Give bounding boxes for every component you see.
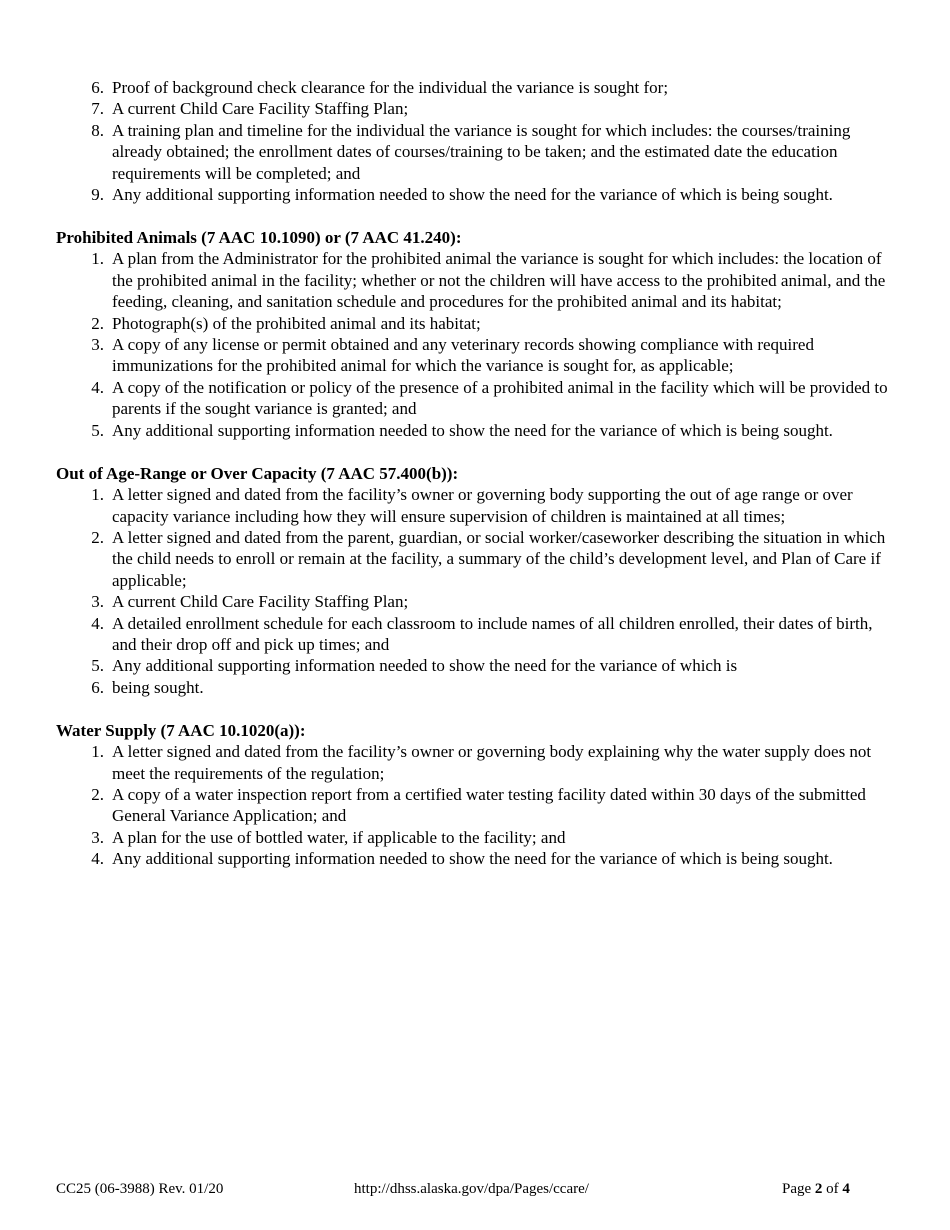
list-item-number: 1. — [91, 485, 104, 505]
list-item-number: 4. — [91, 613, 104, 633]
prohibited-animals-heading: Prohibited Animals (7 AAC 10.1090) or (7 AAC 41.240): — [56, 228, 462, 248]
list-item-number: 3. — [91, 592, 104, 612]
list-item-text: A copy of the notification or policy of the presence of a prohibited animal in the facility which will be provided to parents if the sought variance is granted; and — [112, 377, 888, 419]
list-item — [56, 377, 898, 420]
footer-url: http://dhss.alaska.gov/dpa/Pages/ccare/ — [354, 1181, 589, 1197]
list-item-text: Any additional supporting information needed to show the need for the variance of which is being sought. — [112, 849, 833, 869]
list-item-text: A plan from the Administrator for the prohibited animal the variance is sought for which includes: the location of the prohibited animal in the facility; whether or not the children will have access to the prohibited animal, and the feeding, cleaning, and sanitation schedule and procedures for the prohibited animal and its habitat; — [112, 249, 886, 312]
list-item-number: 3. — [91, 827, 104, 847]
list-item-text: A letter signed and dated from the facility’s owner or governing body supporting the out of age range or over capacity variance including how they will ensure supervision of children is maintained at all times; — [112, 485, 853, 526]
list-item — [56, 120, 898, 184]
list-item-text: A detailed enrollment schedule for each classroom to include names of all children enrolled, their dates of birth, and their drop off and pick up times; and — [112, 613, 873, 654]
list-item — [56, 591, 898, 612]
list-item-text: A current Child Care Facility Staffing Plan; — [112, 592, 409, 612]
age-range-heading: Out of Age-Range or Over Capacity (7 AAC 57.400(b)): — [56, 463, 459, 483]
list-item-text: Any additional supporting information needed to show the need for the variance of which is being sought. — [112, 185, 833, 205]
list-item — [56, 484, 898, 527]
page-total: 4 — [842, 1181, 850, 1197]
list-item-text: Any additional supporting information needed to show the need for the variance of which is — [112, 656, 738, 676]
list-item-number: 8. — [91, 120, 104, 140]
list-item-number: 1. — [91, 742, 104, 762]
continued-requirements-list — [56, 77, 898, 205]
page-number — [782, 1180, 850, 1199]
water-supply-list — [56, 741, 898, 869]
list-item — [56, 677, 898, 698]
list-item — [56, 741, 898, 784]
list-item-number: 7. — [91, 99, 104, 119]
list-item-text: Proof of background check clearance for the individual the variance is sought for; — [112, 78, 669, 97]
age-range-list — [56, 484, 898, 698]
list-item-number: 4. — [91, 849, 104, 869]
list-item-number: 4. — [91, 377, 104, 397]
list-item-text: A plan for the use of bottled water, if applicable to the facility; and — [112, 827, 566, 847]
list-item — [56, 613, 898, 656]
list-item-number: 1. — [91, 249, 104, 269]
list-item-text: A letter signed and dated from the parent, guardian, or social worker/caseworker describing the situation in which the child needs to enroll or remain at the facility, a summary of the child’s development level, and Plan of Care if applicable; — [112, 527, 886, 590]
list-item — [56, 848, 898, 869]
list-item — [56, 527, 898, 591]
list-item-number: 6. — [91, 677, 104, 697]
list-item-number: 5. — [91, 656, 104, 676]
list-item — [56, 98, 898, 119]
list-item — [56, 334, 898, 377]
page-prefix: Page — [782, 1181, 815, 1197]
list-item-text: A current Child Care Facility Staffing Plan; — [112, 99, 409, 119]
list-item-number: 9. — [91, 185, 104, 205]
page-current: 2 — [814, 1181, 823, 1197]
page-content — [56, 77, 898, 870]
list-item — [56, 827, 898, 848]
page-of: of — [822, 1181, 843, 1197]
list-item-text: A training plan and timeline for the individual the variance is sought for which includes: the courses/training already obtained; the enrollment dates of courses/training to be taken; and the estimated date the education requirements will be completed; and — [112, 120, 851, 183]
list-item — [56, 77, 898, 98]
list-item — [56, 655, 898, 676]
list-item — [56, 420, 898, 441]
list-item — [56, 184, 898, 205]
form-id: CC25 (06-3988) Rev. 01/20 — [56, 1181, 224, 1197]
list-item-text: being sought. — [112, 677, 204, 697]
water-supply-heading: Water Supply (7 AAC 10.1020(a)): — [56, 720, 306, 740]
list-item-text: A copy of a water inspection report from a certified water testing facility dated within 30 days of the submitted General Variance Application; and — [112, 784, 866, 826]
list-item-number: 3. — [91, 335, 104, 355]
prohibited-animals-list — [56, 248, 898, 441]
list-item-number: 2. — [91, 313, 104, 333]
list-item-text: Any additional supporting information needed to show the need for the variance of which is being sought. — [112, 420, 833, 440]
list-item-text: A copy of any license or permit obtained and any veterinary records showing compliance with required immunizations for the prohibited animal for which the variance is sought for, as applicable; — [112, 335, 814, 376]
list-item — [56, 313, 898, 334]
list-item — [56, 784, 898, 827]
list-item-number: 2. — [91, 784, 104, 804]
list-item-text: A letter signed and dated from the facility’s owner or governing body explaining why the water supply does not meet the requirements of the regulation; — [112, 742, 872, 783]
list-item-number: 5. — [91, 420, 104, 440]
list-item — [56, 248, 898, 312]
list-item-text: Photograph(s) of the prohibited animal and its habitat; — [112, 313, 481, 333]
list-item-number: 6. — [91, 78, 104, 97]
list-item-number: 2. — [91, 527, 104, 547]
